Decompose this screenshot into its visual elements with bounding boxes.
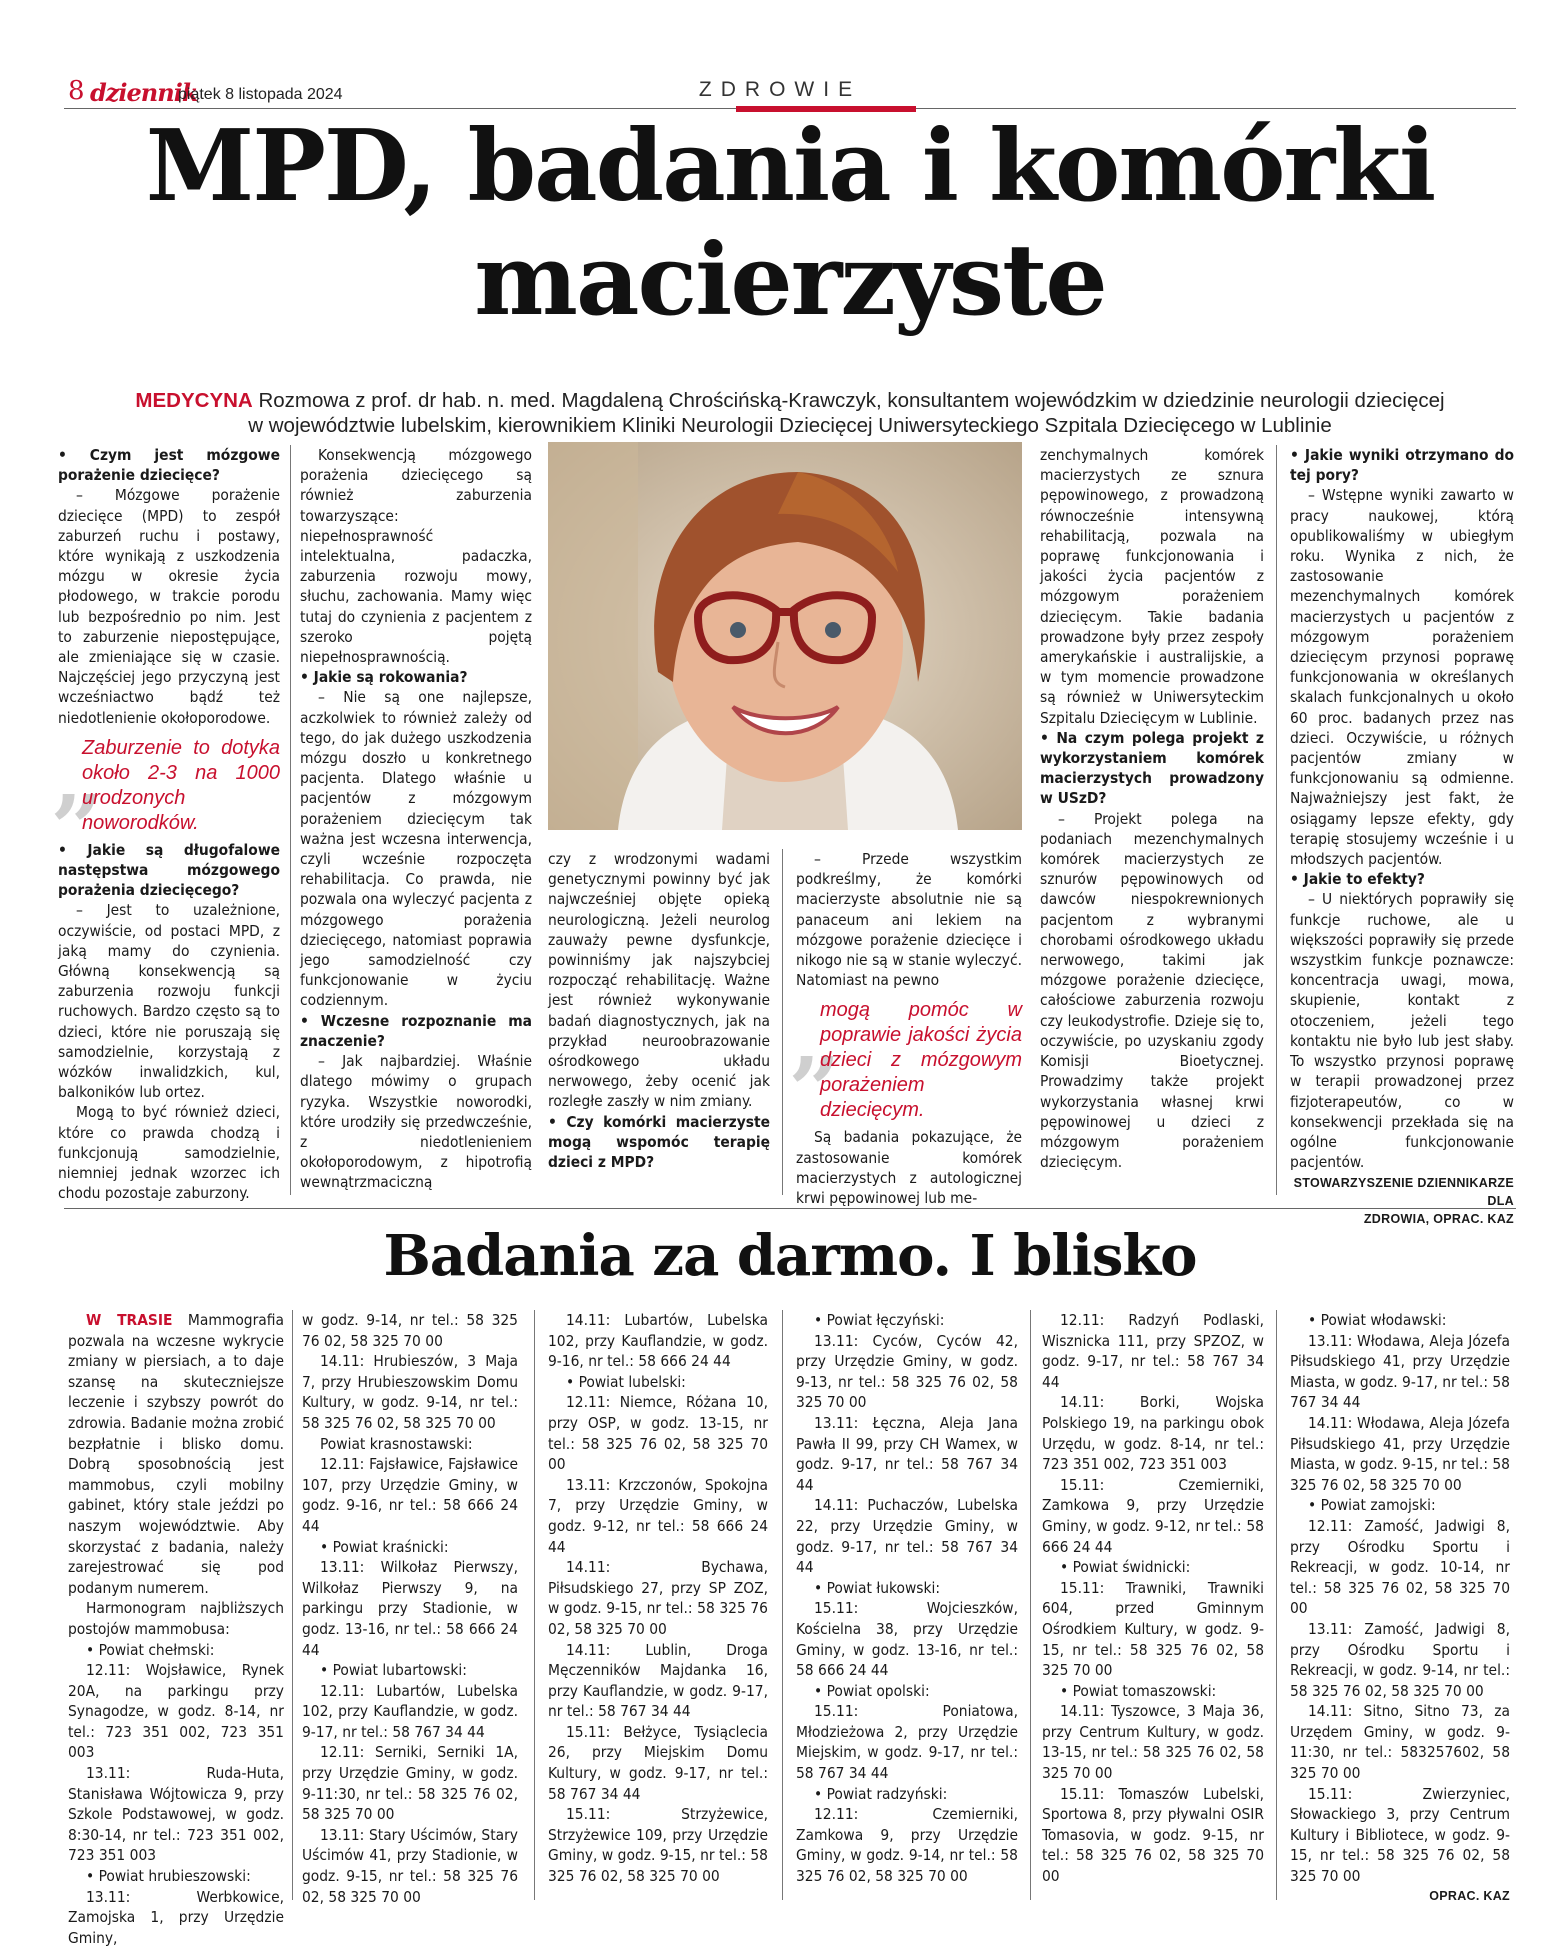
answer: Konsekwencją mózgowego porażenia dziecięcego są również zaburzenia towarzyszące: niepełnosprawność intelektualna, padaczka, zaburzenia rozwoju mowy, słuchu, zachowania. Mamy więc tutaj do czynienia z pacjentem z szeroko pojętą niepełnosprawnością. xyxy=(300,446,532,667)
lead-line-2: w województwie lubelskim, kierownikiem Kliniki Neurologii Dziecięcej Uniwersyteckiego Szpitala Dziecięcego w Lublinie xyxy=(248,414,1332,437)
schedule-entry: 14.11: Hrubieszów, 3 Maja 7, przy Hrubieszowskim Domu Kultury, w godz. 9-14, nr tel.: 58 325 76 02, 58 325 70 00 xyxy=(302,1352,518,1432)
schedule-entry: 15.11: Bełżyce, Tysiąclecia 26, przy Miejskim Domu Kultury, w godz. 9-17, nr tel.: 58 767 34 44 xyxy=(548,1722,768,1803)
interview-column-5 xyxy=(1040,445,1264,1172)
column-divider xyxy=(534,1310,535,1900)
question: • Jakie są rokowania? xyxy=(300,668,468,687)
interview-portrait-photo xyxy=(548,442,1022,830)
pull-quote-text: mogą pomóc w poprawie jakości życia dzieci z mózgowym porażeniem dziecięcym. xyxy=(820,999,1022,1122)
interview-column-4 xyxy=(790,849,1022,1208)
county-heading: • Powiat łukowski: xyxy=(814,1578,941,1597)
schedule-entry: 12.11: Zamość, Jadwigi 8, przy Ośrodku Sportu i Rekreacji, w godz. 10-14, nr tel.: 58 325 76 02, 58 325 70 00 xyxy=(1290,1516,1510,1618)
schedule-intro: Harmonogram najbliższych postojów mammobusa: xyxy=(68,1599,284,1638)
column-divider xyxy=(782,849,783,1195)
schedule-entry: 12.11: Niemce, Różana 10, przy OSP, w godz. 13-15, nr tel.: 58 325 76 02, 58 325 70 00 xyxy=(548,1393,768,1474)
column-divider xyxy=(782,1310,783,1900)
county-heading: • Powiat opolski: xyxy=(814,1681,930,1700)
schedule-entry: 12.11: Lubartów, Lubelska 102, przy Kauflandzie, w godz. 9-17, nr tel.: 58 767 34 44 xyxy=(302,1681,518,1741)
county-heading: • Powiat chełmski: xyxy=(86,1640,215,1659)
schedule-entry: 15.11: Czemierniki, Zamkowa 9, przy Urzędzie Gminy, w godz. 9-12, nr tel.: 58 666 24 44 xyxy=(1042,1475,1264,1556)
county-heading: • Powiat łęczyński: xyxy=(814,1311,945,1329)
issue-date: piątek 8 listopada 2024 xyxy=(178,86,343,103)
schedule-entry: 12.11: Radzyń Podlaski, Wisznicka 111, przy SPZOZ, w godz. 9-17, nr tel.: 58 767 34 44 xyxy=(1042,1311,1264,1391)
county-heading: • Powiat hrubieszowski: xyxy=(86,1867,251,1886)
answer: – Przede wszystkim podkreślmy, że komórki macierzyste absolutnie nie są panaceum ani lekiem na mózgowe porażenie dziecięce i nikogo nie są w stanie wyleczyć. Natomiast na pewno xyxy=(796,850,1022,990)
answer: Są badania pokazujące, że zastosowanie komórek macierzystych z autologicznej krwi pępowinowej lub me- xyxy=(796,1128,1022,1208)
schedule-entry: 14.11: Borki, Wojska Polskiego 19, na parkingu obok Urzędu, w godz. 8-14, nr tel.: 723 351 002, 723 351 003 xyxy=(1042,1393,1264,1474)
pull-quote xyxy=(52,723,280,836)
schedule-entry: 13.11: Włodawa, Aleja Józefa Piłsudskiego 41, przy Urzędzie Miasta, w godz. 9-17, nr tel.: 58 767 34 44 xyxy=(1290,1331,1510,1412)
answer: – Wstępne wyniki zawarto w pracy naukowej, którą opublikowaliśmy w ubiegłym roku. Wynika z nich, że zastosowanie mezenchymalnych komórek macierzystych u pacjentów z mózgowym porażeniem dziecięcym przynosi poprawę funkcjonowania w określanych skalach funkcjonalnych u około 60 proc. badanych przez nas dzieci. Oczywiście, u różnych pacjentów zmiany w funkcjonowaniu są odmienne. Najważniejszy jest fakt, że osiągamy lepsze efekty, gdy terapię stosujemy wcześnie i u młodszych pacjentów. xyxy=(1290,486,1514,869)
column-divider xyxy=(1030,1310,1031,1900)
county-heading: • Powiat kraśnicki: xyxy=(320,1537,449,1556)
schedule-entry: 13.11: Krzczonów, Spokojna 7, przy Urzędzie Gminy, w godz. 9-12, nr tel.: 58 666 24 44 xyxy=(548,1475,768,1556)
schedule-entry: 15.11: Strzyżewice, Strzyżewice 109, przy Urzędzie Gminy, w godz. 9-15, nr tel.: 58 325 76 02, 58 325 70 00 xyxy=(548,1805,768,1886)
author-signature: OPRAC. KAZ xyxy=(1429,1888,1510,1903)
county-heading: • Powiat radzyński: xyxy=(814,1784,948,1803)
answer: – Jest to uzależnione, oczywiście, od postaci MPD, z jaką mamy do czynienia. Główną konsekwencją są zaburzenia rozwoju funkcji ruchowych. Bardzo często są to dzieci, które nie poruszają się samodzielnie, korzystają z wózków inwalidzkich, kul, balkoników lub ortez. xyxy=(58,901,280,1102)
schedule-entry: 14.11: Sitno, Sitno 73, za Urzędem Gminy, w godz. 9-11:30, nr tel.: 583257602, 58 325 70 00 xyxy=(1290,1702,1510,1783)
interview-column-6 xyxy=(1290,445,1514,1228)
interview-column-3 xyxy=(548,849,770,1172)
schedule-entry: 14.11: Lubartów, Lubelska 102, przy Kauflandzie, w godz. 9-16, nr tel.: 58 666 24 44 xyxy=(548,1311,768,1371)
lead-tag: MEDYCYNA xyxy=(135,389,253,412)
lead-line-1: Rozmowa z prof. dr hab. n. med. Magdaleną Chrościńską-Krawczyk, konsultantem wojewódzkim w dziedzinie neurologii dziecięcej xyxy=(258,389,1445,412)
schedule-column-4 xyxy=(796,1310,1018,1887)
question: • Czym jest mózgowe porażenie dziecięce? xyxy=(58,446,280,485)
schedule-column-6 xyxy=(1290,1310,1510,1905)
section-label: ZDROWIE xyxy=(698,78,862,101)
answer: – Mózgowe porażenie dziecięce (MPD) to zespół zaburzeń ruchu i postawy, które wynikają z uszkodzenia mózgu w okresie życia płodowego, w trakcie porodu lub bezpośrednio po nim. Jest to zaburzenie niepostępujące, ale zmieniające się w czasie. Najczęściej jego przyczyną jest wcześniactwo bądź też niedotlenienie okołoporodowe. xyxy=(58,486,280,727)
quote-mark-icon: „ xyxy=(52,723,104,830)
schedule-column-5 xyxy=(1042,1310,1264,1887)
pull-quote-text: Zaburzenie to dotyka około 2-3 na 1000 urodzonych noworodków. xyxy=(82,736,280,834)
question: • Czy komórki macierzyste mogą wspomóc terapię dzieci z MPD? xyxy=(548,1112,770,1172)
schedule-entry: 12.11: Czemierniki, Zamkowa 9, przy Urzędzie Gminy, w godz. 9-14, nr tel.: 58 325 76 02, 58 325 70 00 xyxy=(796,1805,1018,1886)
main-headline xyxy=(64,110,1516,338)
question: • Jakie to efekty? xyxy=(1290,870,1425,889)
schedule-entry: 13.11: Stary Uścimów, Stary Uścimów 41, przy Stadionie, w godz. 9-15, nr tel.: 58 325 76 02, 58 325 70 00 xyxy=(302,1825,518,1906)
schedule-column-3 xyxy=(548,1310,768,1887)
county-heading: • Powiat lubartowski: xyxy=(320,1661,467,1680)
schedule-entry: w godz. 9-14, nr tel.: 58 325 76 02, 58 325 70 00 xyxy=(302,1311,518,1350)
answer: Mogą to być również dzieci, które co prawda chodzą i funkcjonują samodzielnie, niemniej jednak wzorzec ich chodu pozostaje zaburzony. xyxy=(58,1103,280,1203)
schedule-entry: 15.11: Poniatowa, Młodzieżowa 2, przy Urzędzie Miejskim, w godz. 9-17, nr tel.: 58 767 34 44 xyxy=(796,1702,1018,1783)
schedule-entry: 12.11: Fajsławice, Fajsławice 107, przy Urzędzie Gminy, w godz. 9-16, nr tel.: 58 666 24 44 xyxy=(302,1455,518,1535)
schedule-entry: 13.11: Zamość, Jadwigi 8, przy Ośrodku Sportu i Rekreacji, w godz. 9-14, nr tel.: 58 325 76 02, 58 325 70 00 xyxy=(1290,1619,1510,1700)
schedule-entry: 12.11: Wojsławice, Rynek 20A, na parkingu przy Synagodze, w godz. 8-14, nr tel.: 723 351 002, 723 351 003 xyxy=(68,1661,284,1762)
answer: zenchymalnych komórek macierzystych ze sznura pępowinowego, z prowadzoną równocześnie intensywną rehabilitacją, pozwala na poprawę funkcjonowania i jakości życia pacjentów z mózgowym porażeniem dziecięcym. Takie badania prowadzone były przez zespoły amerykańskie i australijskie, a w tym momencie prowadzone są również w Uniwersyteckim Szpitalu Dziecięcym w Lublinie. xyxy=(1040,446,1264,727)
newspaper-logo: dziennik xyxy=(90,78,198,107)
county-heading: • Powiat lubelski: xyxy=(566,1372,686,1391)
column-divider xyxy=(290,445,291,1195)
column-divider xyxy=(1276,445,1277,1195)
schedule-column-2 xyxy=(302,1310,518,1907)
schedule-entry: 14.11: Lublin, Droga Męczenników Majdanka 16, przy Kauflandzie, w godz. 9-17, nr tel.: 58 767 34 44 xyxy=(548,1640,768,1721)
answer: – Jak najbardziej. Właśnie dlatego mówimy o grupach ryzyka. Wszystkie noworodki, które urodziły się przedwcześnie, z niedotlenieniem okołoporodowym, z hipotrofią wewnątrzmaciczną xyxy=(300,1052,532,1192)
question: • Jakie są długofalowe następstwa mózgowego porażenia dziecięcego? xyxy=(58,840,280,900)
question: • Na czym polega projekt z wykorzystaniem komórek macierzystych prowadzony w USzD? xyxy=(1040,728,1264,808)
second-headline: Badania za darmo. I blisko xyxy=(383,1223,1197,1289)
question: • Jakie wyniki otrzymano do tej pory? xyxy=(1290,446,1514,485)
answer: – Projekt polega na podaniach mezenchymalnych komórek macierzystych ze sznurów pępowinowych od dawców niespokrewnionych pacjentom z wybranymi chorobami ośrodkowego układu nerwowego, takimi jak mózgowe porażenie dziecięce, całościowe zaburzenia rozwoju czy leukodystrofie. Dzieje się to, oczywiście, po uzyskaniu zgody Komisji Bioetycznej. Prowadzimy także projekt wykorzystania własnej krwi pępowinowej u dzieci z mózgowym porażeniem dziecięcym. xyxy=(1040,809,1264,1172)
interview-column-2 xyxy=(300,445,532,1193)
question: • Wczesne rozpoznanie ma znaczenie? xyxy=(300,1011,532,1050)
schedule-entry: 13.11: Wilkołaz Pierwszy, Wilkołaz Pierwszy 9, na parkingu przy Stadionie, w godz. 13-16, nr tel.: 58 666 24 44 xyxy=(302,1558,518,1659)
portrait-illustration xyxy=(548,442,1022,830)
schedule-entry: 15.11: Trawniki, Trawniki 604, przed Gminnym Ośrodkiem Kultury, w godz. 9-15, nr tel.: 58 325 76 02, 58 325 70 00 xyxy=(1042,1578,1264,1680)
county-heading: • Powiat świdnicki: xyxy=(1060,1558,1191,1577)
schedule-entry: 14.11: Włodawa, Aleja Józefa Piłsudskiego 41, przy Urzędzie Miasta, w godz. 9-15, nr tel.: 58 325 76 02, 58 325 70 00 xyxy=(1290,1413,1510,1494)
schedule-entry: 15.11: Tomaszów Lubelski, Sportowa 8, przy pływalni OSIR Tomasovia, w godz. 9-15, nr tel.: 58 325 76 02, 58 325 70 00 xyxy=(1042,1784,1264,1886)
page-number: 8 xyxy=(68,76,85,106)
pull-quote xyxy=(790,986,1022,1123)
column-divider xyxy=(1276,1310,1277,1900)
intro-tag: W TRASIE xyxy=(86,1311,173,1329)
interview-column-1 xyxy=(52,445,280,1204)
article-separator xyxy=(64,1208,1516,1209)
schedule-entry: 13.11: Cyców, Cyców 42, przy Urzędzie Gminy, w godz. 9-13, nr tel.: 58 325 76 02, 58 325 70 00 xyxy=(796,1331,1018,1412)
schedule-entry: 13.11: Werbkowice, Zamojska 1, przy Urzędzie Gminy, xyxy=(68,1887,284,1947)
schedule-entry: 13.11: Łęczna, Aleja Jana Pawła II 99, przy CH Wamex, w godz. 9-17, nr tel.: 58 767 34 44 xyxy=(796,1413,1018,1494)
schedule-entry: 14.11: Bychawa, Piłsudskiego 27, przy SP ZOZ, w godz. 9-15, nr tel.: 58 325 76 02, 58 325 70 00 xyxy=(548,1558,768,1638)
lead-paragraph xyxy=(64,388,1516,438)
schedule-entry: 13.11: Ruda-Huta, Stanisława Wójtowicza 9, przy Szkole Podstawowej, w godz. 8:30-14, nr tel.: 723 351 002, 723 351 003 xyxy=(68,1764,284,1865)
county-heading: • Powiat tomaszowski: xyxy=(1060,1681,1217,1700)
schedule-entry: 15.11: Zwierzyniec, Słowackiego 3, przy Centrum Kultury i Bibliotece, w godz. 9-15, nr tel.: 58 325 76 02, 58 325 70 00 xyxy=(1290,1784,1510,1886)
county-heading: Powiat krasnostawski: xyxy=(320,1434,473,1453)
column-divider xyxy=(292,1310,293,1900)
schedule-entry: 15.11: Wojcieszków, Kościelna 38, przy Urzędzie Gminy, w godz. 13-16, nr tel.: 58 666 24 44 xyxy=(796,1599,1018,1680)
headline-line-1: MPD, badania i komórki xyxy=(145,109,1435,224)
quote-mark-icon: „ xyxy=(790,986,842,1093)
headline-line-2: macierzyste xyxy=(474,223,1106,338)
schedule-column-1 xyxy=(68,1310,284,1948)
schedule-entry: 12.11: Serniki, Serniki 1A, przy Urzędzie Gminy, w godz. 9-11:30, nr tel.: 58 325 76 02, 58 325 70 00 xyxy=(302,1743,518,1824)
author-signature: STOWARZYSZENIE DZIENNIKARZE DLA ZDROWIA, OPRAC. KAZ xyxy=(1293,1176,1514,1227)
schedule-entry: 14.11: Tyszowce, 3 Maja 36, przy Centrum Kultury, w godz. 13-15, nr tel.: 58 325 76 02, 58 325 70 00 xyxy=(1042,1702,1264,1783)
schedule-entry: 14.11: Puchaczów, Lubelska 22, przy Urzędzie Gminy, w godz. 9-17, nr tel.: 58 767 34 44 xyxy=(796,1496,1018,1577)
intro-paragraph: W TRASIE Mammografia pozwala na wczesne wykrycie zmiany w piersiach, a to daje szansę na skuteczniejsze leczenie i szybszy powrót do zdrowia. Badanie można zrobić bezpłatnie i blisko domu. Dobrą sposobnością jest mammobus, czyli mobilny gabinet, który stale jeździ po naszym województwie. Aby skorzystać z badania, należy zarejestrować się pod podanym numerem. xyxy=(68,1311,284,1597)
county-heading: • Powiat zamojski: xyxy=(1308,1496,1436,1515)
answer: – U niektórych poprawiły się funkcje ruchowe, ale u większości poprawiły się przede wszystkim funkcje poznawcze: koncentracja uwagi, mowa, skupienie, kontakt z otoczeniem, jeżeli tego kontaktu nie było lub jest słaby. To wszystko przynosi poprawę w terapii prowadzonej przez fizjoterapeutów, co w konsekwencji przekłada się na ogólne funkcjonowanie pacjentów. xyxy=(1290,890,1514,1172)
answer: czy z wrodzonymi wadami genetycznymi powinny być jak najwcześniej objęte opieką neurologiczną. Jeżeli neurolog zauważy pewne dysfunkcje, powinniśmy jak najszybciej rozpocząć rehabilitację. Ważne jest również wykonywanie badań diagnostycznych, jak na przykład neuroobrazowanie ośrodkowego układu nerwowego, żeby ocenić jak rozległe zaszły w nim zmiany. xyxy=(548,850,770,1111)
answer: – Nie są one najlepsze, aczkolwiek to również zależy od tego, do jak dużego uszkodzenia mózgu doszło u konkretnego pacjenta. Dlatego właśnie u pacjentów z mózgowym porażeniem dziecięcym tak ważna jest wczesna interwencja, czyli wcześnie rozpoczęta rehabilitacja. Co prawda, nie pozwala ona wyleczyć pacjenta z mózgowego porażenia dziecięcego, natomiast poprawia jego samodzielność czy funkcjonowanie w życiu codziennym. xyxy=(300,688,532,1010)
county-heading: • Powiat włodawski: xyxy=(1308,1311,1447,1329)
